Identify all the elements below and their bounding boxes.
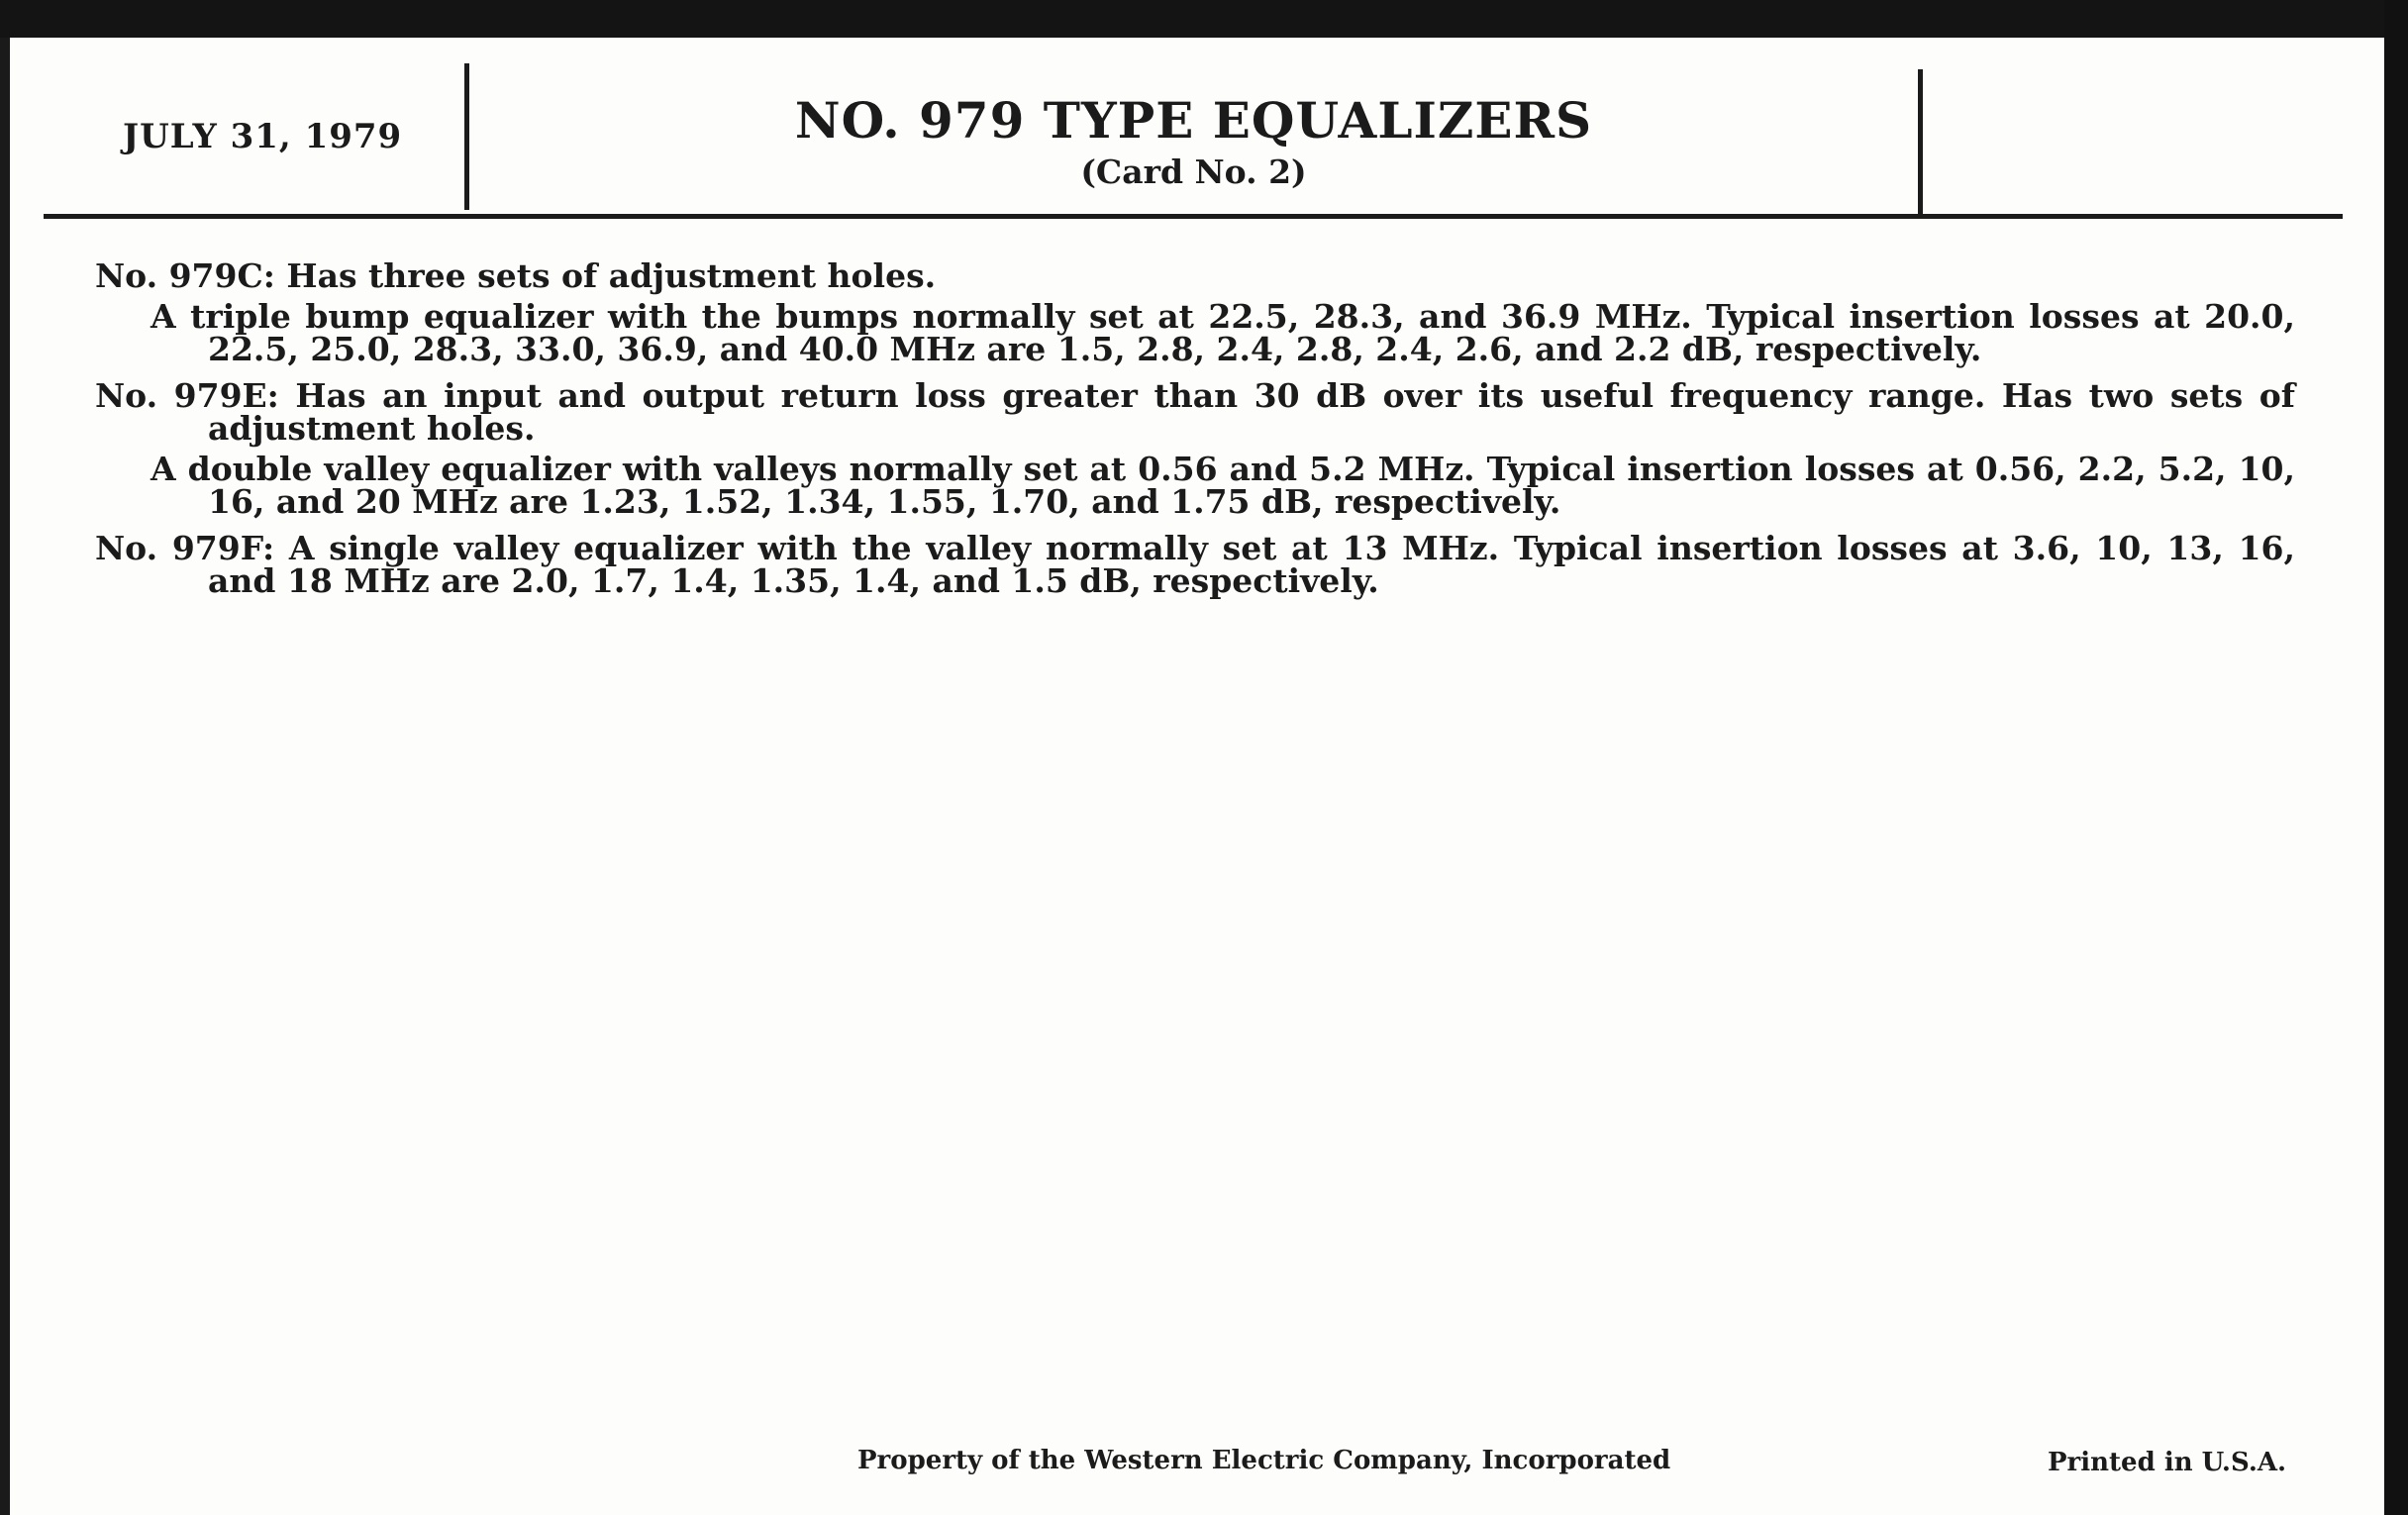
footer-property-notice: Property of the Western Electric Company, Incorporated	[857, 1446, 1671, 1475]
scan-top-border	[0, 0, 2408, 38]
entry-979c-heading: No. 979C: Has three sets of adjustment holes.	[95, 256, 937, 295]
entry-979c-description: A triple bump equalizer with the bumps normally set at 22.5, 28.3, and 36.9 MHz. Typical insertion losses at 20.0, 22.5, 25.0, 28.3, 33.0, 36.9, and 40.0 MHz are 1.5, 2.8, 2.4, 2.8, 2.4, 2.6, and 2.2 dB, respectively.	[150, 297, 2295, 368]
entry-979e-description: A double valley equalizer with valleys normally set at 0.56 and 5.2 MHz. Typical insertion losses at 0.56, 2.2, 5.2, 10, 16, and 20 MHz are 1.23, 1.52, 1.34, 1.55, 1.70, and 1.75 dB, respectively.	[150, 450, 2295, 521]
footer-printed-in: Printed in U.S.A.	[2048, 1448, 2287, 1477]
scan-right-border	[2384, 0, 2408, 1515]
header-rule	[44, 214, 2343, 219]
entry-979f-heading: No. 979F: A single valley equalizer with the valley normally set at 13 MHz. Typical insertion losses at 3.6, 10, 13, 16, and 18 MHz are 2.0, 1.7, 1.4, 1.35, 1.4, and 1.5 dB, respectively.	[95, 529, 2295, 600]
card-subtitle: (Card No. 2)	[1080, 152, 1307, 191]
card-title: NO. 979 TYPE EQUALIZERS	[794, 91, 1593, 150]
card-date: JULY 31, 1979	[123, 117, 403, 156]
header-divider-right	[1918, 69, 1923, 216]
entry-979e-heading: No. 979E: Has an input and output return loss greater than 30 dB over its useful frequency range. Has two sets of adjustment holes.	[95, 376, 2295, 448]
card-body	[95, 256, 2295, 605]
